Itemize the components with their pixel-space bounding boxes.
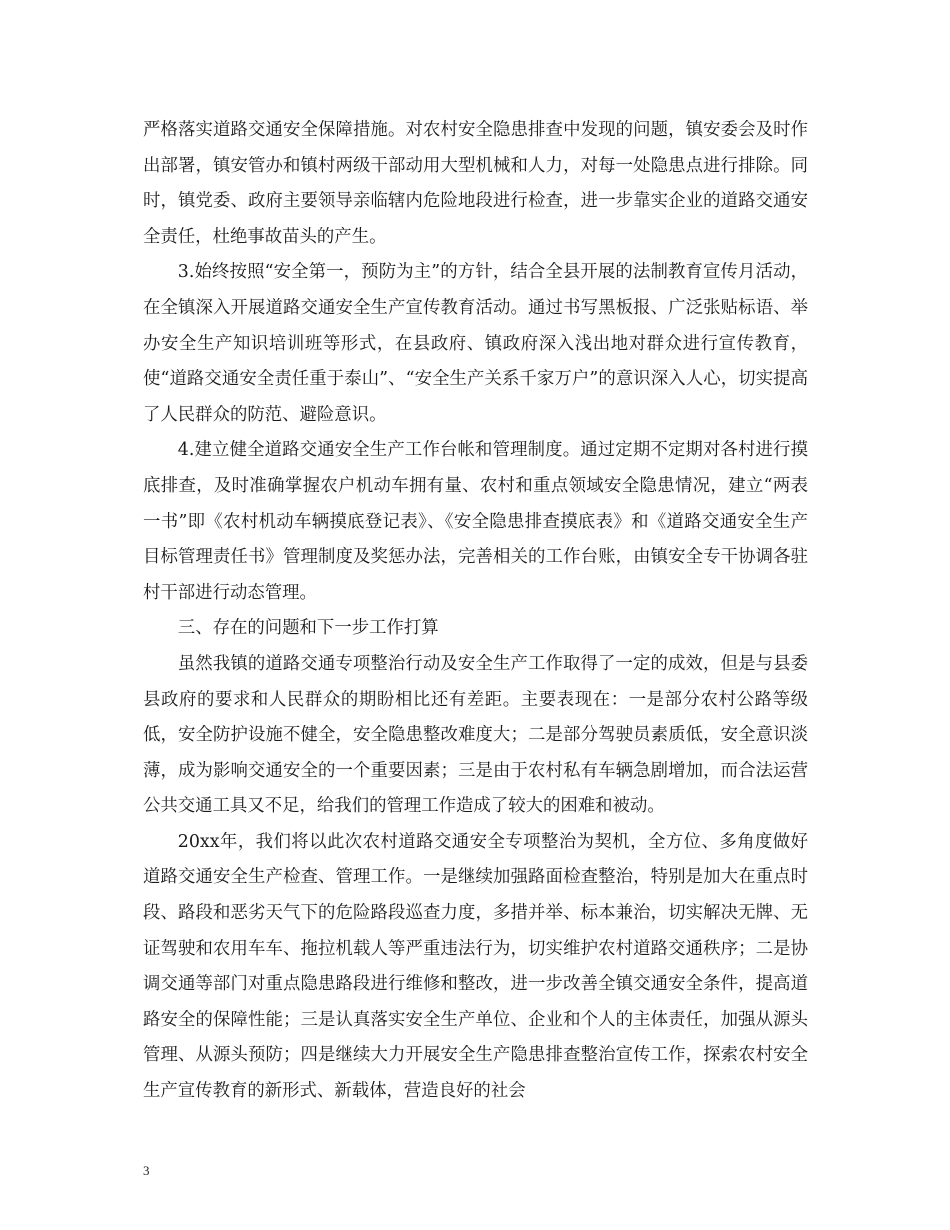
page-number: 3 xyxy=(143,1163,150,1178)
section-heading: 三、存在的问题和下一步工作打算 xyxy=(177,618,439,639)
paragraph-3: 4.建立健全道路交通安全生产工作台帐和管理制度。通过定期不定期对各村进行摸底排查，及时准确掌握农户机动车拥有量、农村和重点领域安全隐患情况，建立“两表一书”即《农村机动车辆摸底登记表》、《安全隐患排查摸底表》和《道路交通安全生产目标管理责任书》管理制度及奖惩办法，完善相关的工作台账，由镇安全专干协调各驻村干部进行动态管理。 xyxy=(143,440,808,603)
paragraph-5: 虽然我镇的道路交通专项整治行动及安全生产工作取得了一定的成效，但是与县委县政府的要求和人民群众的期盼相比还有差距。主要表现在：一是部分农村公路等级低，安全防护设施不健全，安全隐患整改难度大；二是部分驾驶员素质低，安全意识淡薄，成为影响交通安全的一个重要因素；三是由于农村私有车辆急剧增加，而合法运营公共交通工具又不足，给我们的管理工作造成了较大的困难和被动。 xyxy=(143,653,808,817)
body-text xyxy=(143,113,808,1110)
paragraph-6: 20xx年，我们将以此次农村道路交通安全专项整治为契机，全方位、多角度做好道路交通安全生产检查、管理工作。一是继续加强路面检查整治，特别是加大在重点时段、路段和恶劣天气下的危险路段巡查力度，多措并举、标本兼治，切实解决无牌、无证驾驶和农用车车、拖拉机载人等严重违法行为，切实维护农村道路交通秩序；二是协调交通等部门对重点隐患路段进行维修和整改，进一步改善全镇交通安全条件，提高道路安全的保障性能；三是认真落实安全生产单位、企业和个人的主体责任，加强从源头管理、从源头预防；四是继续大力开展安全生产隐患排查整治宣传工作，探索农村安全生产宣传教育的新形式、新载体，营造良好的社会 xyxy=(143,831,808,1102)
paragraph-2: 3.始终按照“安全第一，预防为主”的方针，结合全县开展的法制教育宣传月活动，在全镇深入开展道路交通安全生产宣传教育活动。通过书写黑板报、广泛张贴标语、举办安全生产知识培训班等形式，在县政府、镇政府深入浅出地对群众进行宣传教育，使“道路交通安全责任重于泰山”、“安全生产关系千家万户”的意识深入人心，切实提高了人民群众的防范、避险意识。 xyxy=(143,262,808,425)
paragraph-1: 严格落实道路交通安全保障措施。对农村安全隐患排查中发现的问题，镇安委会及时作出部署，镇安管办和镇村两级干部动用大型机械和人力，对每一处隐患点进行排除。同时，镇党委、政府主要领导亲临辖内危险地段进行检查，进一步靠实企业的道路交通安全责任，杜绝事故苗头的产生。 xyxy=(143,120,808,247)
